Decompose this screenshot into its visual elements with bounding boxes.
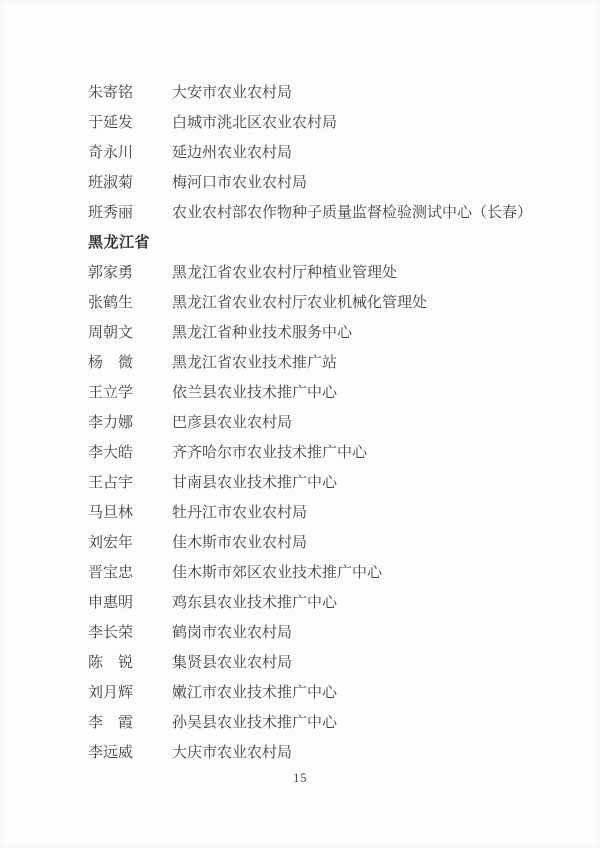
person-name: 班淑菊 (88, 175, 134, 191)
person-name: 李远威 (88, 745, 134, 761)
person-name: 周朝文 (88, 325, 134, 341)
roster-entry (88, 348, 560, 378)
organization-name: 鸡东县农业技术推广中心 (172, 595, 338, 611)
person-name: 李力娜 (88, 415, 134, 431)
person-name: 郭家勇 (88, 265, 134, 281)
person-name: 奇永川 (88, 145, 134, 161)
person-name: 刘宏年 (88, 535, 134, 551)
organization-name: 齐齐哈尔市农业技术推广中心 (172, 445, 368, 461)
page-number: 15 (293, 770, 307, 785)
section-header (88, 228, 560, 258)
person-name: 李大皓 (88, 445, 134, 461)
organization-name: 延边州农业农村局 (172, 145, 293, 161)
person-name: 杨 微 (88, 355, 134, 371)
person-name: 申惠明 (88, 595, 134, 611)
person-name: 张鹤生 (88, 295, 134, 311)
roster-entry (88, 318, 560, 348)
roster-entry (88, 648, 560, 678)
organization-name: 梅河口市农业农村局 (172, 175, 308, 191)
roster-entry (88, 378, 560, 408)
roster-entry (88, 288, 560, 318)
organization-name: 黑龙江省农业农村厅农业机械化管理处 (172, 295, 428, 311)
organization-name: 集贤县农业农村局 (172, 655, 293, 671)
organization-name: 甘南县农业技术推广中心 (172, 475, 338, 491)
roster-entry (88, 258, 560, 288)
roster-entry (88, 408, 560, 438)
roster-entry (88, 588, 560, 618)
organization-name: 牡丹江市农业农村局 (172, 505, 308, 521)
person-name: 王立学 (88, 385, 134, 401)
organization-name: 大庆市农业农村局 (172, 745, 293, 761)
person-name: 马旦林 (88, 505, 134, 521)
roster-entry (88, 438, 560, 468)
organization-name: 鹤岗市农业农村局 (172, 625, 293, 641)
person-name: 班秀丽 (88, 205, 134, 221)
person-name: 李 霞 (88, 715, 134, 731)
person-name: 朱寄铭 (88, 85, 134, 101)
roster-entry (88, 558, 560, 588)
roster-entry (88, 708, 560, 738)
roster-entry (88, 498, 560, 528)
organization-name: 农业农村部农作物种子质量监督检验测试中心（长春） (172, 205, 533, 221)
roster-entry (88, 78, 560, 108)
roster-entry (88, 198, 560, 228)
organization-name: 巴彦县农业农村局 (172, 415, 293, 431)
roster-entry (88, 138, 560, 168)
roster-entry (88, 168, 560, 198)
organization-name: 黑龙江省农业技术推广站 (172, 355, 338, 371)
organization-name: 依兰县农业技术推广中心 (172, 385, 338, 401)
roster-entry (88, 108, 560, 138)
organization-name: 黑龙江省农业农村厅种植业管理处 (172, 265, 398, 281)
roster-entry (88, 528, 560, 558)
organization-name: 孙吴县农业技术推广中心 (172, 715, 338, 731)
organization-name: 佳木斯市郊区农业技术推广中心 (172, 565, 383, 581)
roster-list (88, 78, 560, 768)
person-name: 刘月辉 (88, 685, 134, 701)
person-name: 陈 锐 (88, 655, 134, 671)
roster-entry (88, 738, 560, 768)
person-name: 李长荣 (88, 625, 134, 641)
section-header-label: 黑龙江省 (88, 235, 151, 251)
person-name: 于延发 (88, 115, 134, 131)
organization-name: 大安市农业农村局 (172, 85, 293, 101)
person-name: 晋宝忠 (88, 565, 134, 581)
person-name: 王占宇 (88, 475, 134, 491)
roster-entry (88, 678, 560, 708)
organization-name: 黑龙江省种业技术服务中心 (172, 325, 353, 341)
organization-name: 白城市洮北区农业农村局 (172, 115, 338, 131)
roster-entry (88, 618, 560, 648)
organization-name: 佳木斯市农业农村局 (172, 535, 308, 551)
roster-entry (88, 468, 560, 498)
organization-name: 嫩江市农业技术推广中心 (172, 685, 338, 701)
